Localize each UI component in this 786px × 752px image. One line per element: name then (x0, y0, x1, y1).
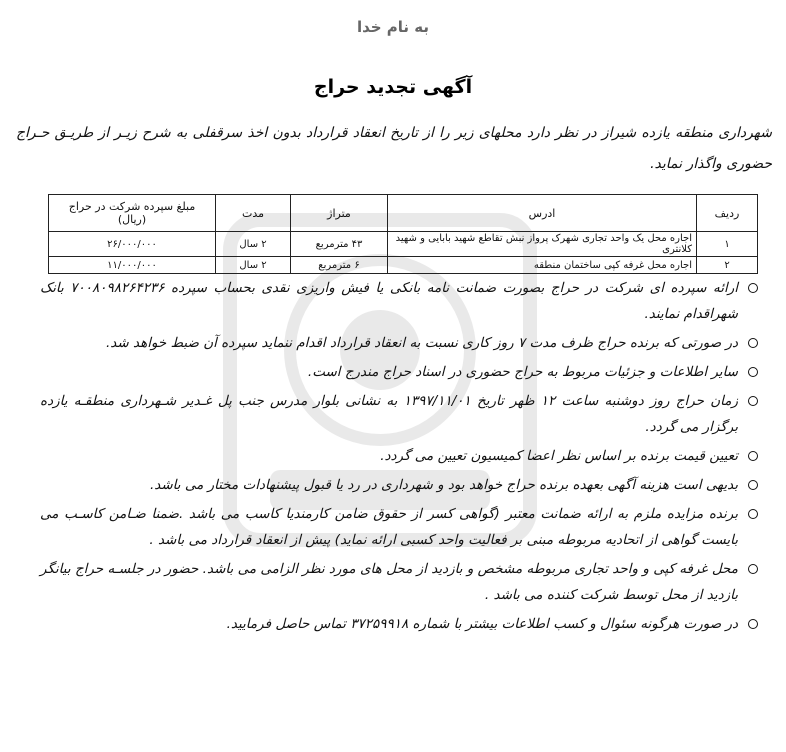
condition-text: بدیهی است هزینه آگهی بعهده برنده حراج خواهد بود و شهرداری در رد یا قبول پیشنهادات مختار می باشد. (149, 477, 738, 493)
col-deposit: مبلغ سپرده شرکت در حراج (ریال) (49, 195, 216, 232)
col-row: ردیف (697, 195, 758, 232)
intro-paragraph: شهرداری منطقه یازده شیراز در نظر دارد محلهای زیر را از تاریخ انعقاد قرارداد بدون اخذ سرقفلی به شرح زیـر از طریـق حـراج حضوری واگذار نماید. (16, 125, 772, 172)
cell-address: اجاره محل غرفه کپی ساختمان منطقه (388, 257, 697, 274)
condition-text: سایر اطلاعات و جزئیات مربوط به حراج حضوری در اسناد حراج مندرج است. (307, 364, 738, 380)
condition-text: محل غرفه کپی و واحد تجاری مربوطه مشخص و بازدید از محل های مورد نظر الزامی می باشد. حضور در جلسـه حراج بیانگر بازدید از محل توسط شرکت کننده می باشد . (40, 561, 738, 603)
table-header-row (49, 195, 758, 232)
conditions-list (40, 275, 758, 640)
invocation-text: به نام خدا (356, 18, 430, 36)
list-item (40, 472, 758, 498)
cell-duration: ۲ سال (216, 232, 291, 257)
col-address: ادرس (388, 195, 697, 232)
circle-bullet-icon (748, 338, 758, 348)
condition-text: در صورت هرگونه سئوال و کسب اطلاعات بیشتر با شماره ۳۷۲۵۹۹۱۸ تماس حاصل فرمایید. (226, 616, 738, 632)
cell-deposit: ۲۶/۰۰۰/۰۰۰ (49, 232, 216, 257)
circle-bullet-icon (748, 451, 758, 461)
circle-bullet-icon (748, 480, 758, 490)
circle-bullet-icon (748, 619, 758, 629)
circle-bullet-icon (748, 509, 758, 519)
cell-address: اجاره محل یک واحد تجاری شهرک پرواز نبش تقاطع شهید بابایی و شهید کلانتری (388, 232, 697, 257)
circle-bullet-icon (748, 283, 758, 293)
cell-row: ۱ (697, 232, 758, 257)
cell-row: ۲ (697, 257, 758, 274)
condition-text: برنده مزایده ملزم به ارائه ضمانت معتبر (گواهی کسر از حقوق ضامن کارمندیا کاسب می باشد .ضمنا ضـامن کاسـب می بایست گواهی از اتحادیه مربوطه مبنی بر فعالیت واحد کسبی ارائه نماید) پیش از انعقاد قرارداد می باشد . (40, 506, 738, 548)
condition-text: در صورتی که برنده حراج ظرف مدت ۷ روز کاری نسبت به انعقاد قرارداد اقدام ننماید سپرده آن ضبط خواهد شد. (106, 335, 738, 351)
cell-area: ۶ مترمربع (291, 257, 388, 274)
col-duration: مدت (216, 195, 291, 232)
cell-area: ۴۳ مترمربع (291, 232, 388, 257)
cell-deposit: ۱۱/۰۰۰/۰۰۰ (49, 257, 216, 274)
list-item (40, 501, 758, 553)
condition-text: ارائه سپرده ای شرکت در حراج بصورت ضمانت نامه بانکی یا فیش واریزی نقدی بحساب سپرده ۷۰۰۸۰۹۸۲۶۴۲۳۶ بانک شهراقدام نمایند. (40, 280, 738, 322)
table-row (49, 257, 758, 274)
circle-bullet-icon (748, 396, 758, 406)
circle-bullet-icon (748, 367, 758, 377)
list-item (40, 359, 758, 385)
list-item (40, 611, 758, 637)
auction-table (48, 194, 758, 274)
list-item (40, 556, 758, 608)
list-item (40, 388, 758, 440)
condition-text: تعیین قیمت برنده بر اساس نظر اعضا کمیسیون تعیین می گردد. (380, 448, 738, 464)
table-row (49, 232, 758, 257)
condition-text: زمان حراج روز دوشنبه ساعت ۱۲ ظهر تاریخ ۱۳۹۷/۱۱/۰۱ به نشانی بلوار مدرس جنب پل غـدیر شـهرداری منطقـه یازده برگزار می گردد. (40, 393, 739, 435)
list-item (40, 330, 758, 356)
notice-title: آگهی تجدید حراج (313, 76, 473, 98)
list-item (40, 275, 758, 327)
col-area: متراژ (291, 195, 388, 232)
list-item (40, 443, 758, 469)
cell-duration: ۲ سال (216, 257, 291, 274)
circle-bullet-icon (748, 564, 758, 574)
